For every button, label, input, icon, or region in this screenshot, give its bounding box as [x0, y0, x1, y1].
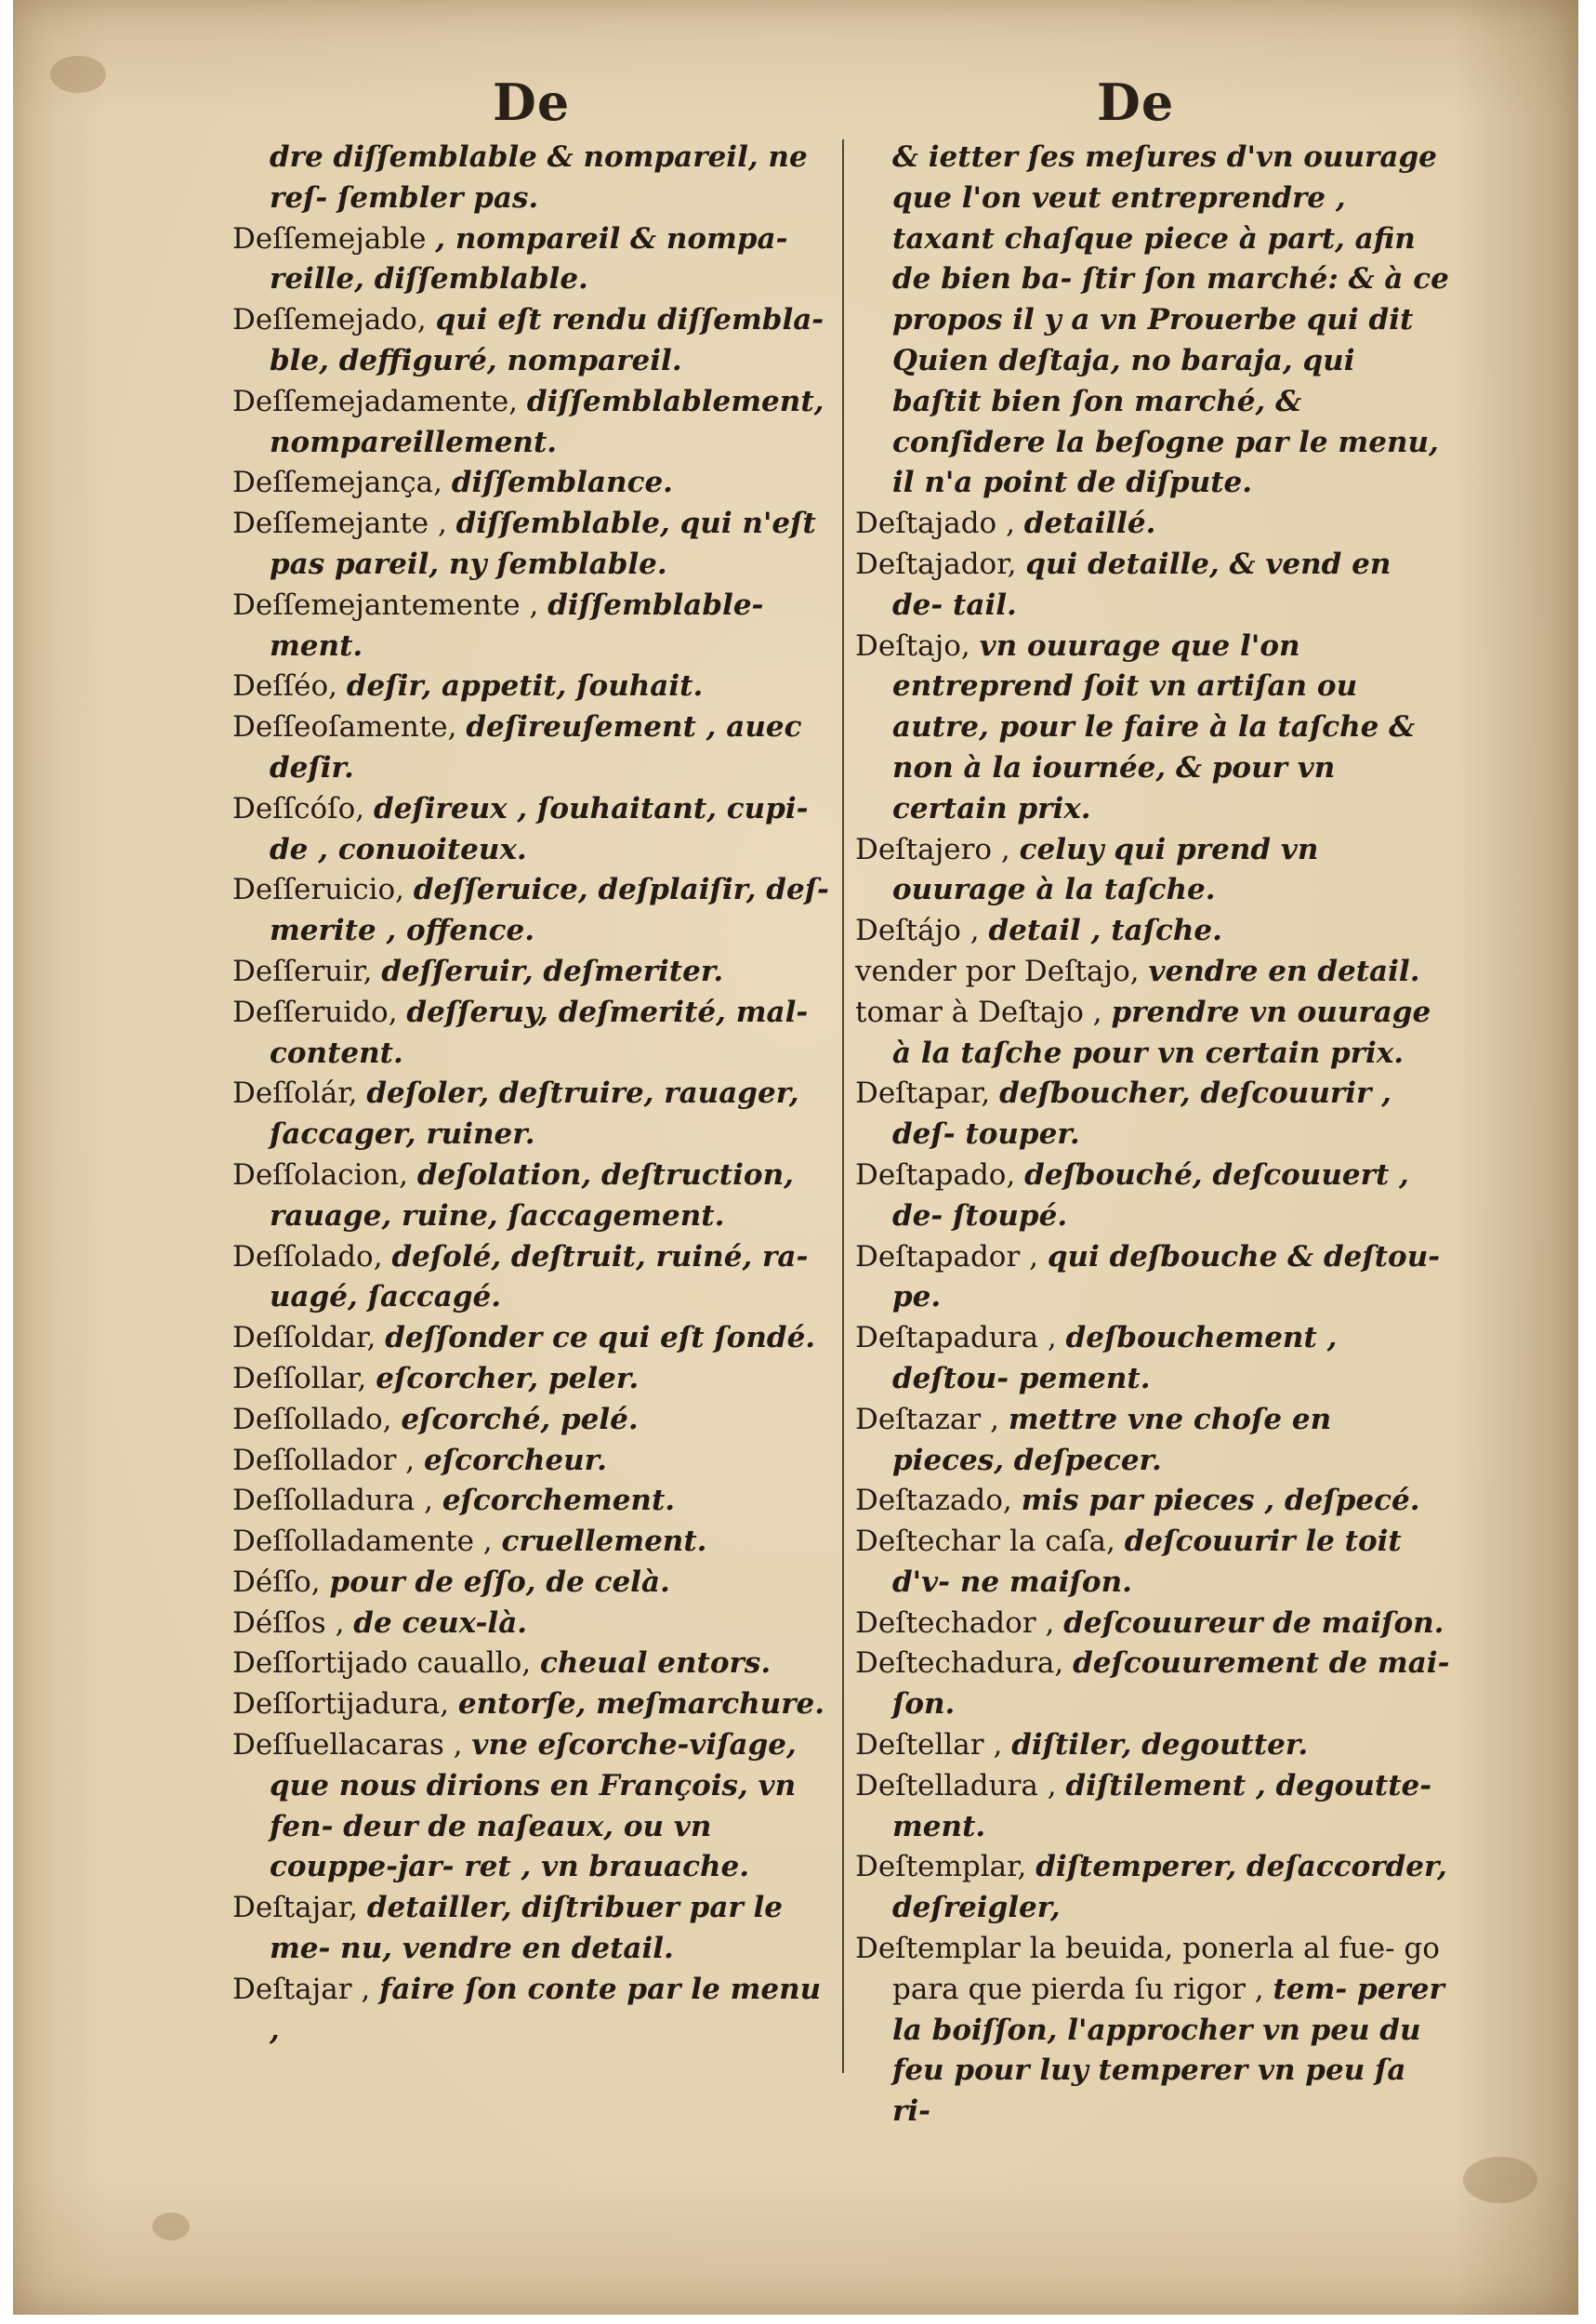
entry-headword: Deſtajar , — [232, 1972, 371, 2006]
entry-headword: Deſtechar la caſa, — [855, 1525, 1115, 1559]
entry-gloss: cruellement. — [501, 1525, 707, 1559]
dictionary-entry — [855, 1929, 1450, 2133]
entry-gloss: deſolation, deſtruction, rauage, ruine, ſaccagement. — [270, 1157, 794, 1233]
entry-gloss: deſboucher, deſcouurir , deſ- touper. — [892, 1076, 1392, 1152]
entry-headword: Deſſéo, — [232, 669, 338, 704]
entry-gloss: diſtemperer, deſaccorder, deſreigler, — [892, 1850, 1447, 1925]
entry-headword: Deſſemejante , — [232, 507, 447, 541]
dictionary-entry — [232, 1563, 837, 1604]
dictionary-entry — [232, 667, 837, 707]
entry-gloss: deſcouureur de maiſon. — [1063, 1605, 1444, 1640]
dictionary-entry — [855, 1766, 1450, 1848]
dictionary-entry — [232, 1155, 837, 1237]
dictionary-entry — [232, 1400, 837, 1441]
entry-gloss: diſſemblable, qui n'eſt pas pareil, ny ſemblable. — [270, 507, 816, 581]
dictionary-entry — [232, 586, 837, 667]
entry-headword: Deſſemejado, — [232, 303, 427, 337]
entry-gloss: prendre vn ouurage à la taſche pour vn certain prix. — [892, 995, 1431, 1070]
dictionary-entry — [232, 870, 837, 952]
entry-headword: Deſſeruido, — [232, 995, 398, 1029]
entry-gloss: deſireuſement , auec deſir. — [270, 710, 802, 785]
entry-headword: Deſtajo, — [855, 628, 970, 663]
entry-gloss: qui detaille, & vend en de- tail. — [892, 547, 1392, 622]
entry-gloss: , nompareil & nompa- reille, diſſemblable. — [270, 221, 788, 297]
dictionary-entry — [232, 993, 837, 1075]
dictionary-entry — [855, 830, 1450, 912]
dictionary-entry — [855, 1155, 1450, 1237]
entry-headword: Deſtazar , — [855, 1402, 999, 1436]
right-column — [855, 138, 1450, 2129]
entry-gloss: tem- perer la boiſſon, l'approcher vn peu du feu pour luy temperer vn peu ſa ri- — [892, 1972, 1444, 2129]
entry-gloss: vn ouurage que l'on entreprend ſoit vn artiſan ou autre, pour le faire à la taſche & non à la iournée, & pour vn certain prix. — [892, 628, 1416, 825]
entry-headword: Deſtechadura, — [855, 1646, 1064, 1681]
entry-headword: Deſſeruicio, — [232, 873, 404, 907]
entry-gloss: diſſemblablement, nompareillement. — [270, 384, 824, 459]
entry-gloss: deſireux , ſouhaitant, cupi- de , conuoiteux. — [270, 791, 809, 866]
entry-gloss: mis par pieces , deſpecé. — [1021, 1484, 1420, 1518]
entry-headword: Deſſortijado cauallo, — [232, 1646, 532, 1681]
paper-stain — [152, 2212, 190, 2240]
entry-gloss: & ietter ſes meſures d'vn ouurage que l'on veut entreprendre , taxant chaſque piece à part, afin de bien ba- ſtir ſon marché: & à ce propos il y a vn Prouerbe qui dit Quien deſtaja, no baraja, qui baſtit bien ſon marché, & conſidere la beſogne par le menu, il n'a point de diſpute. — [892, 140, 1449, 500]
entry-headword: Deſtapador , — [855, 1239, 1038, 1274]
column-rule — [842, 139, 844, 2073]
entry-gloss: diſtilement , degoutte- ment. — [892, 1768, 1432, 1843]
entry-gloss: detailler, diſtribuer par le me- nu, vendre en detail. — [270, 1891, 784, 1966]
entry-gloss: pour de eſſo, de celà. — [329, 1565, 670, 1599]
entry-headword: Déſſo, — [232, 1565, 321, 1599]
entry-headword: Deſſollado, — [232, 1402, 392, 1436]
entry-headword: tomar à Deſtajo , — [855, 995, 1102, 1029]
entry-headword: Deſſeoſamente, — [232, 710, 457, 745]
paper-stain — [50, 56, 106, 93]
entry-headword: Deſtechador , — [855, 1605, 1055, 1640]
entry-gloss: detail , taſche. — [988, 914, 1222, 948]
dictionary-entry — [855, 952, 1450, 993]
dictionary-entry — [855, 1847, 1450, 1929]
entry-headword: Deſtajero , — [855, 832, 1010, 866]
continued-entry — [855, 138, 1450, 504]
entry-gloss: deſbouché, deſcouuert , de- ſtoupé. — [892, 1157, 1409, 1233]
dictionary-entry — [855, 1074, 1450, 1155]
dictionary-entry — [232, 789, 837, 871]
dictionary-entry — [232, 219, 837, 301]
entry-gloss: eſcorchement. — [442, 1484, 676, 1518]
entry-headword: Deſſcóſo, — [232, 791, 365, 825]
dictionary-entry — [855, 993, 1450, 1075]
entry-headword: Deſſollador , — [232, 1443, 415, 1477]
entry-headword: Deſſortijadura, — [232, 1687, 450, 1722]
dictionary-entry — [232, 1888, 837, 1970]
dictionary-entry — [232, 1604, 837, 1644]
entry-headword: Deſſeruir, — [232, 954, 373, 988]
entry-headword: Deſtellar , — [855, 1728, 1003, 1763]
dictionary-entry — [232, 1441, 837, 1482]
entry-headword: Deſtelladura , — [855, 1768, 1057, 1802]
dictionary-entry — [232, 1318, 837, 1359]
dictionary-entry — [855, 1318, 1450, 1400]
entry-gloss: diſtiler, degoutter. — [1011, 1728, 1309, 1763]
dictionary-entry — [855, 1522, 1450, 1604]
entry-gloss: qui eſt rendu diſſembla- ble, deffiguré, nompareil. — [270, 303, 824, 377]
entry-gloss: deſcouurement de mai- ſon. — [892, 1646, 1450, 1722]
dictionary-entry — [855, 504, 1450, 545]
dictionary-entry — [232, 1481, 837, 1522]
entry-headword: Deſſuellacaras , — [232, 1728, 463, 1763]
entry-headword: Deſſolacion, — [232, 1157, 408, 1192]
dictionary-entry — [232, 1644, 837, 1684]
entry-gloss: eſcorcher, peler. — [376, 1361, 640, 1395]
running-head-left: De — [493, 73, 571, 132]
entry-gloss: cheual entors. — [539, 1646, 772, 1681]
entry-gloss: deſir, appetit, ſouhait. — [346, 669, 704, 704]
entry-headword: Deſtemplar la beuida, ponerla al fue- go para que pierda ſu rigor , — [855, 1932, 1440, 2006]
dictionary-entry — [232, 504, 837, 586]
continued-entry — [232, 138, 837, 219]
entry-gloss: eſcorché, pelé. — [401, 1402, 639, 1436]
entry-headword: Deſſolladura , — [232, 1484, 433, 1518]
entry-headword: Deſſemejadamente, — [232, 384, 519, 418]
dictionary-entry — [232, 382, 837, 464]
entry-headword: Deſtájo , — [855, 914, 980, 948]
entry-gloss: deſſeruy, deſmerité, mal- content. — [270, 995, 809, 1070]
dictionary-entry — [232, 300, 837, 382]
entry-headword: Deſſolado, — [232, 1239, 383, 1274]
entry-headword: vender por Deſtajo, — [855, 954, 1140, 988]
entry-headword: Déſſos , — [232, 1605, 345, 1640]
entry-headword: Deſſemejantemente , — [232, 588, 539, 622]
entry-gloss: de ceux-là. — [353, 1605, 528, 1640]
entry-headword: Deſtajado , — [855, 507, 1015, 541]
dictionary-entry — [232, 1970, 837, 2052]
entry-headword: Deſtazado, — [855, 1484, 1012, 1518]
entry-gloss: eſcorcheur. — [424, 1443, 607, 1477]
entry-gloss: dre diſſemblable & nompareil, ne reſ- ſembler pas. — [270, 140, 808, 215]
entry-gloss: diſſemblable- ment. — [270, 588, 764, 663]
dictionary-entry — [855, 911, 1450, 952]
entry-gloss: mettre vne choſe en pieces, deſpecer. — [892, 1402, 1332, 1477]
dictionary-entry — [232, 1725, 837, 1888]
dictionary-entry — [232, 1359, 837, 1400]
dictionary-entry — [855, 1604, 1450, 1644]
entry-headword: Deſtapadura , — [855, 1321, 1057, 1355]
entry-headword: Deſtajar, — [232, 1891, 358, 1925]
entry-headword: Deſſoldar, — [232, 1321, 376, 1355]
entry-gloss: deſolé, deſtruit, ruiné, ra- uagé, ſaccagé. — [270, 1239, 809, 1314]
entry-gloss: vendre en detail. — [1148, 954, 1420, 988]
dictionary-entry — [232, 463, 837, 504]
entry-headword: Deſſemejança, — [232, 466, 442, 500]
entry-headword: Deſſemejable — [232, 221, 427, 256]
entry-headword: Deſtemplar, — [855, 1850, 1027, 1884]
entry-gloss: vne eſcorche-viſage, que nous dirions en François, vn fen- deur de naſeaux, ou vn couppe-jar- ret , vn brauache. — [270, 1728, 797, 1884]
entry-gloss: deſſeruir, deſmeriter. — [381, 954, 724, 988]
entry-headword: Deſtajador, — [855, 547, 1017, 581]
running-head-right: De — [1097, 73, 1175, 132]
entry-gloss: entorſe, meſmarchure. — [457, 1687, 825, 1722]
entry-gloss: deſſeruice, deſplaiſir, deſ- merite , offence. — [270, 873, 829, 948]
entry-headword: Deſſolár, — [232, 1076, 358, 1111]
entry-gloss: deſſonder ce qui eſt ſondé. — [385, 1321, 816, 1355]
left-column — [232, 138, 837, 2053]
dictionary-entry — [855, 1725, 1450, 1766]
dictionary-entry — [855, 627, 1450, 830]
dictionary-entry — [855, 545, 1450, 627]
entry-headword: Deſtapar, — [855, 1076, 991, 1111]
entry-gloss: faire ſon conte par le menu , — [270, 1972, 822, 2047]
entry-gloss: diſſemblance. — [451, 466, 673, 500]
entry-gloss: celuy qui prend vn ouurage à la taſche. — [892, 832, 1319, 907]
entry-headword: Deſſollar, — [232, 1361, 367, 1395]
entry-gloss: deſoler, deſtruire, rauager, ſaccager, ruiner. — [270, 1076, 799, 1152]
dictionary-entry — [855, 1237, 1450, 1319]
entry-gloss: qui deſbouche & deſtou- pe. — [892, 1239, 1441, 1314]
entry-headword: Deſtapado, — [855, 1157, 1016, 1192]
dictionary-entry — [855, 1644, 1450, 1725]
entry-headword: Deſſolladamente , — [232, 1525, 493, 1559]
dictionary-entry — [232, 1237, 837, 1319]
entry-gloss: detaillé. — [1023, 507, 1156, 541]
dictionary-entry — [232, 1522, 837, 1563]
dictionary-entry — [855, 1400, 1450, 1482]
dictionary-entry — [232, 952, 837, 993]
dictionary-entry — [232, 1684, 837, 1725]
paper-stain — [1463, 2157, 1537, 2203]
entry-gloss: deſcouurir le toit d'v- ne maiſon. — [892, 1525, 1402, 1599]
dictionary-entry — [232, 1074, 837, 1155]
dictionary-entry — [232, 707, 837, 789]
entry-gloss: deſbouchement , deſtou- pement. — [892, 1321, 1338, 1395]
dictionary-entry — [855, 1481, 1450, 1522]
